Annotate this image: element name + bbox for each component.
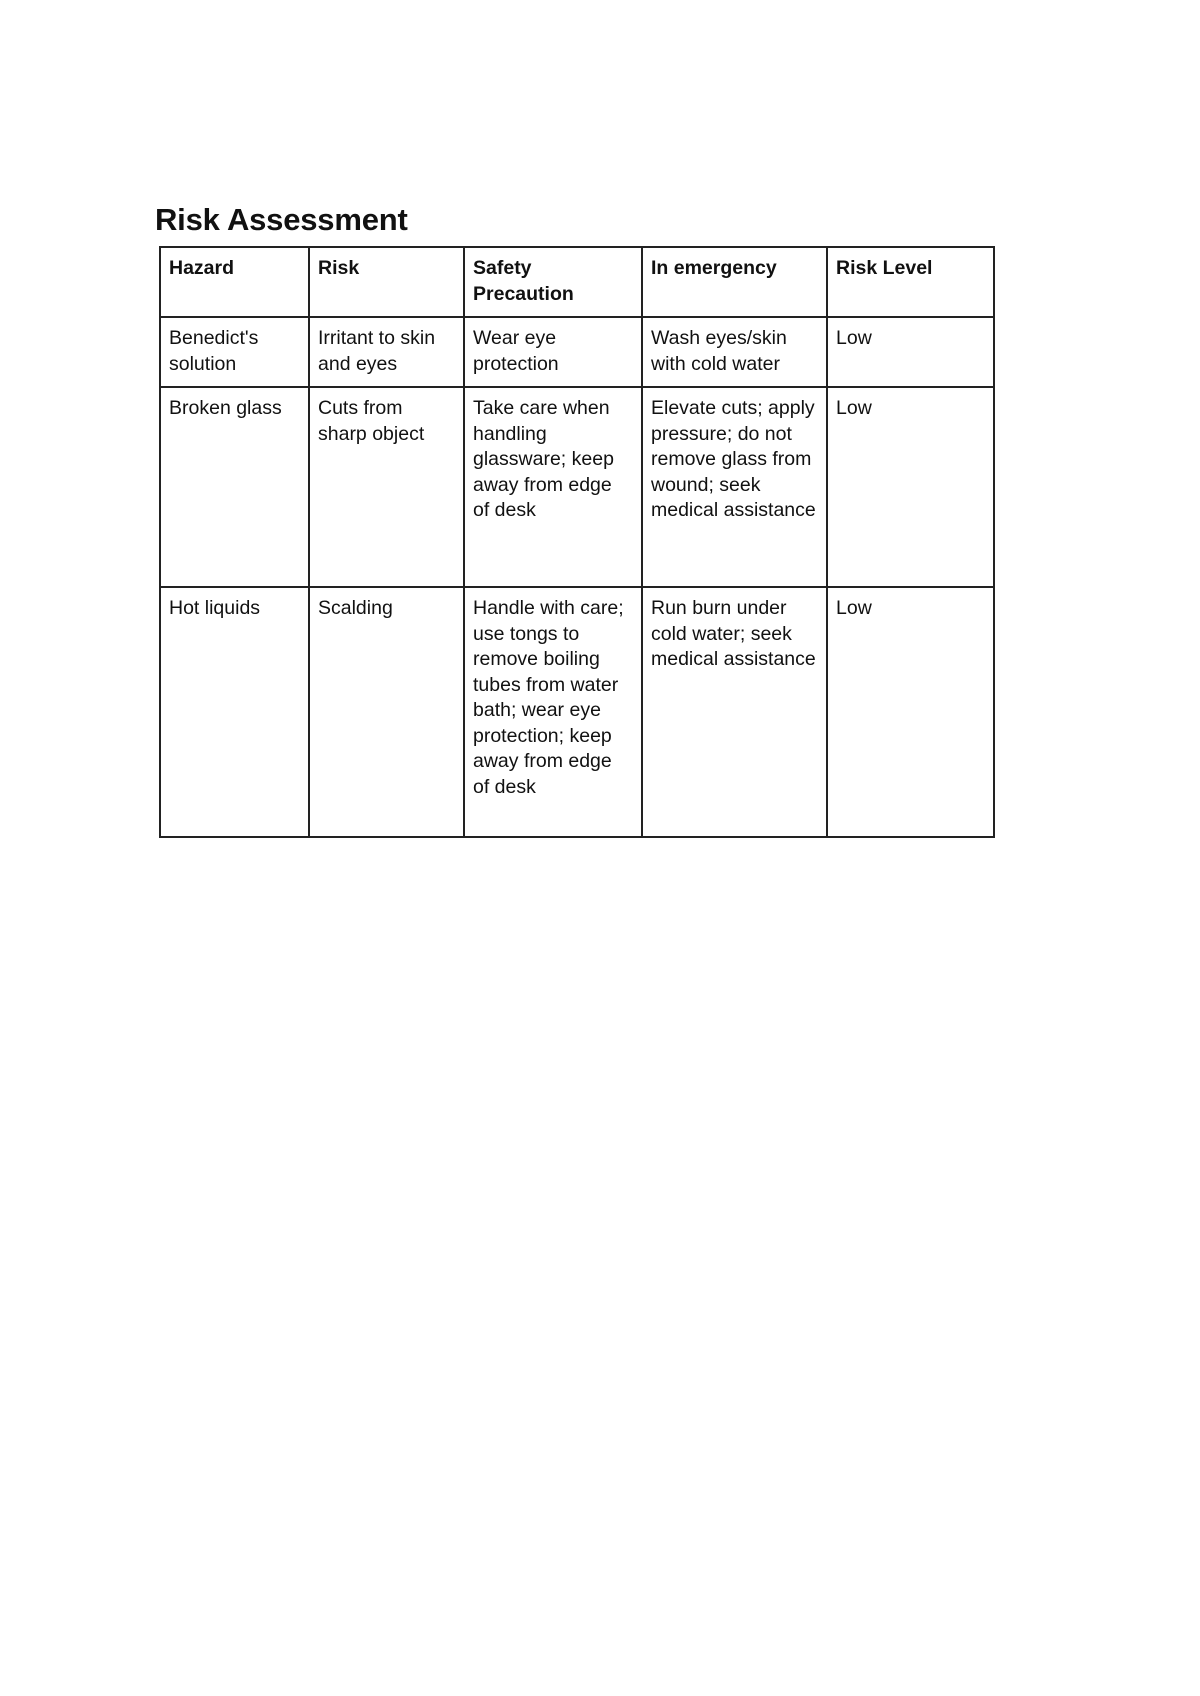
table-row: [160, 317, 994, 387]
cell-in-emergency: Wash eyes/skin with cold water: [642, 317, 827, 387]
cell-safety-precaution: Take care when handling glassware; keep away from edge of desk: [464, 387, 642, 587]
column-header-in-emergency: In emergency: [642, 247, 827, 317]
cell-safety-precaution: Wear eye protection: [464, 317, 642, 387]
cell-in-emergency: Run burn under cold water; seek medical assistance: [642, 587, 827, 837]
cell-risk: Cuts from sharp object: [309, 387, 464, 587]
column-header-hazard: Hazard: [160, 247, 309, 317]
page-title: Risk Assessment: [155, 202, 408, 237]
cell-risk: Irritant to skin and eyes: [309, 317, 464, 387]
column-header-risk-level: Risk Level: [827, 247, 994, 317]
cell-risk-level: Low: [827, 587, 994, 837]
cell-risk: Scalding: [309, 587, 464, 837]
table-header-row: [160, 247, 994, 317]
table-row: [160, 587, 994, 837]
table-row: [160, 387, 994, 587]
cell-hazard: Broken glass: [160, 387, 309, 587]
cell-risk-level: Low: [827, 387, 994, 587]
cell-safety-precaution: Handle with care; use tongs to remove boiling tubes from water bath; wear eye protection; keep away from edge of desk: [464, 587, 642, 837]
cell-hazard: Benedict's solution: [160, 317, 309, 387]
column-header-safety-precaution: Safety Precaution: [464, 247, 642, 317]
risk-assessment-table: [159, 246, 995, 838]
cell-in-emergency: Elevate cuts; apply pressure; do not remove glass from wound; seek medical assistance: [642, 387, 827, 587]
cell-risk-level: Low: [827, 317, 994, 387]
column-header-risk: Risk: [309, 247, 464, 317]
cell-hazard: Hot liquids: [160, 587, 309, 837]
